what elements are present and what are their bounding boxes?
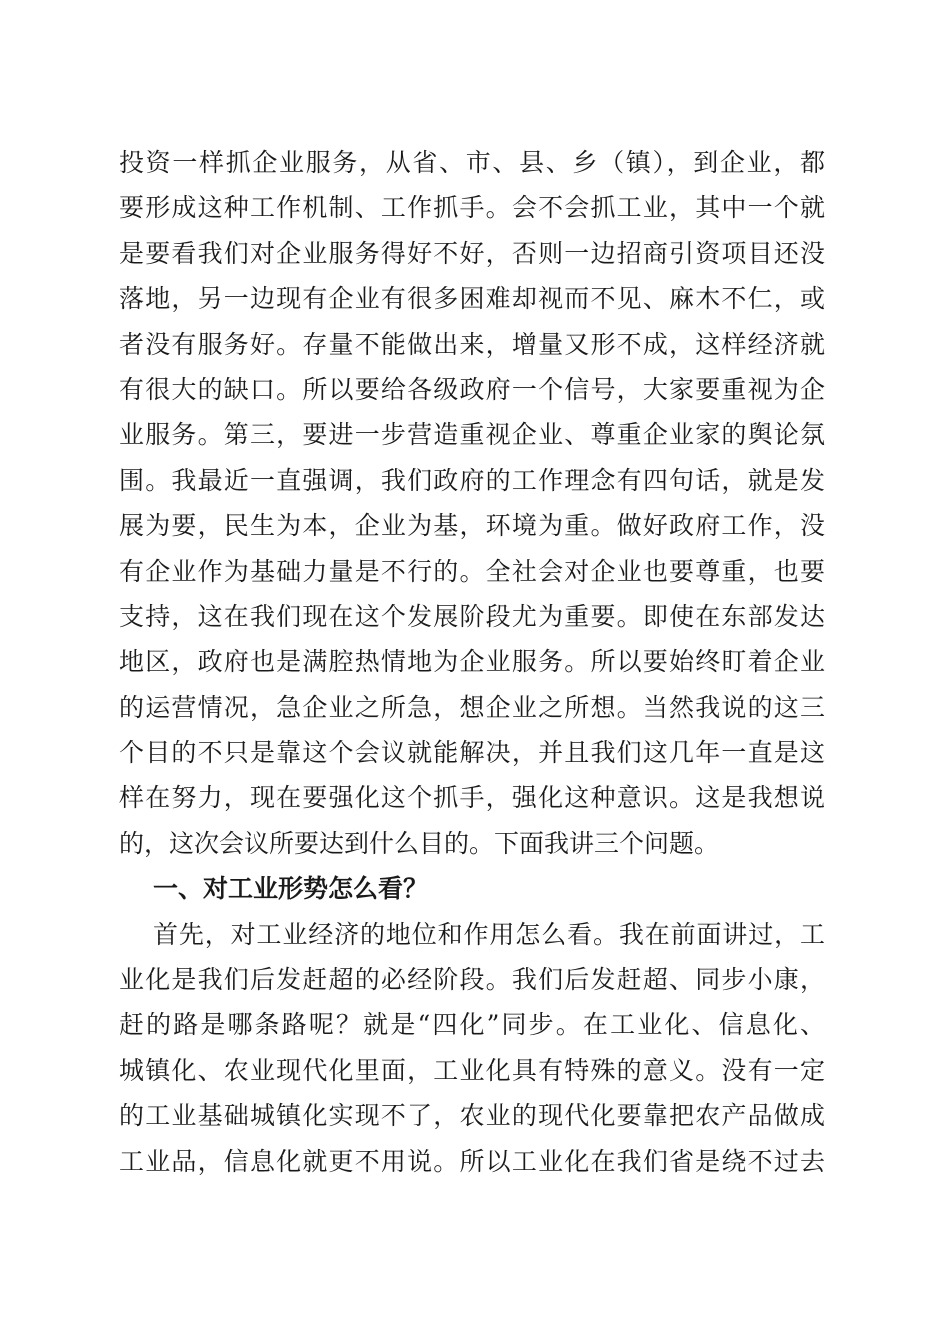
document-body	[119, 140, 825, 1184]
text-line: 投资一样抓企业服务，从省、市、县、乡（镇），到企业，都	[119, 148, 825, 177]
text-line: 支持，这在我们现在这个发展阶段尤为重要。即使在东部发达	[119, 601, 825, 631]
text-line: 首先，对工业经济的地位和作用怎么看。我在前面讲过，工	[153, 919, 825, 949]
text-line: 者没有服务好。存量不能做出来，增量又形不成，这样经济就	[119, 329, 825, 359]
text-line: 地区，政府也是满腔热情地为企业服务。所以要始终盯着企业	[119, 647, 825, 677]
text-line: 城镇化、农业现代化里面，工业化具有特殊的意义。没有一定	[119, 1055, 825, 1085]
text-line: 赶的路是哪条路呢？就是“四化”同步。在工业化、信息化、	[119, 1010, 825, 1040]
section-heading: 一、对工业形势怎么看？	[153, 874, 429, 904]
text-line: 要形成这种工作机制、工作抓手。会不会抓工业，其中一个就	[119, 193, 825, 223]
text-line: 个目的不只是靠这个会议就能解决，并且我们这几年一直是这	[119, 738, 825, 768]
text-line: 有很大的缺口。所以要给各级政府一个信号，大家要重视为企	[119, 374, 825, 404]
text-line: 样在努力，现在要强化这个抓手，强化这种意识。这是我想说	[119, 783, 825, 813]
text-line: 落地，另一边现有企业有很多困难却视而不见、麻木不仁，或	[119, 284, 825, 314]
text-line: 的，这次会议所要达到什么目的。下面我讲三个问题。	[119, 828, 720, 858]
text-line: 有企业作为基础力量是不行的。全社会对企业也要尊重，也要	[119, 556, 825, 586]
text-line: 展为要，民生为本，企业为基，环境为重。做好政府工作，没	[119, 511, 825, 541]
text-line: 工业品，信息化就更不用说。所以工业化在我们省是绕不过去	[119, 1146, 825, 1176]
text-line: 的工业基础城镇化实现不了，农业的现代化要靠把农产品做成	[119, 1101, 825, 1131]
paragraph-1	[119, 140, 825, 866]
text-line: 围。我最近一直强调，我们政府的工作理念有四句话，就是发	[119, 465, 825, 495]
paragraph-2	[119, 912, 825, 1184]
text-line: 业化是我们后发赶超的必经阶段。我们后发赶超、同步小康，	[119, 965, 825, 995]
text-line: 的运营情况，急企业之所急，想企业之所想。当然我说的这三	[119, 692, 825, 722]
text-line: 业服务。第三，要进一步营造重视企业、尊重企业家的舆论氛	[119, 420, 825, 450]
text-line: 是要看我们对企业服务得好不好，否则一边招商引资项目还没	[119, 238, 825, 268]
